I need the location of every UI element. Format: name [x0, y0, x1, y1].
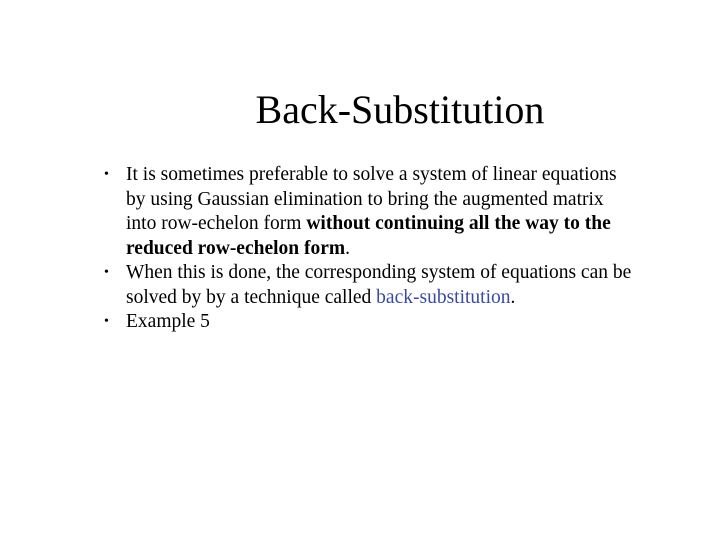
bullet-2-period: . [510, 286, 516, 308]
back-substitution-term: back-substitution [376, 286, 511, 308]
bullet-2-line-1: When this is done, the corresponding system of equations can be [126, 262, 632, 283]
bullet-3-line-1: Example 5 [126, 311, 210, 332]
bullet-1-line-3-text: into row-echelon form [126, 213, 307, 234]
bullet-icon: • [104, 167, 109, 182]
bullet-icon: • [104, 314, 109, 329]
bullet-item-3 [100, 310, 715, 335]
bullet-icon: • [104, 265, 109, 280]
slide-title: Back-Substitution [255, 87, 545, 132]
bullet-1-line-1: It is sometimes preferable to solve a system of linear equations [126, 164, 617, 185]
bullet-2-line-2 [126, 286, 715, 311]
bullet-1-period: . [345, 237, 351, 259]
bullet-2-line-2-text: solved by by a technique called [126, 286, 377, 308]
bullet-item-2 [100, 261, 715, 310]
bullet-item-1 [100, 163, 715, 261]
bullet-1-line-3 [126, 212, 715, 237]
bullet-1-line-4 [126, 237, 715, 262]
bullet-1-emphasis-end: reduced row-echelon form [126, 237, 346, 259]
bullet-1-emphasis-start: without continuing all the way to the [306, 213, 611, 234]
bullet-1-line-2: by using Gaussian elimination to bring the augmented matrix [126, 188, 604, 210]
bullet-list [100, 163, 715, 335]
